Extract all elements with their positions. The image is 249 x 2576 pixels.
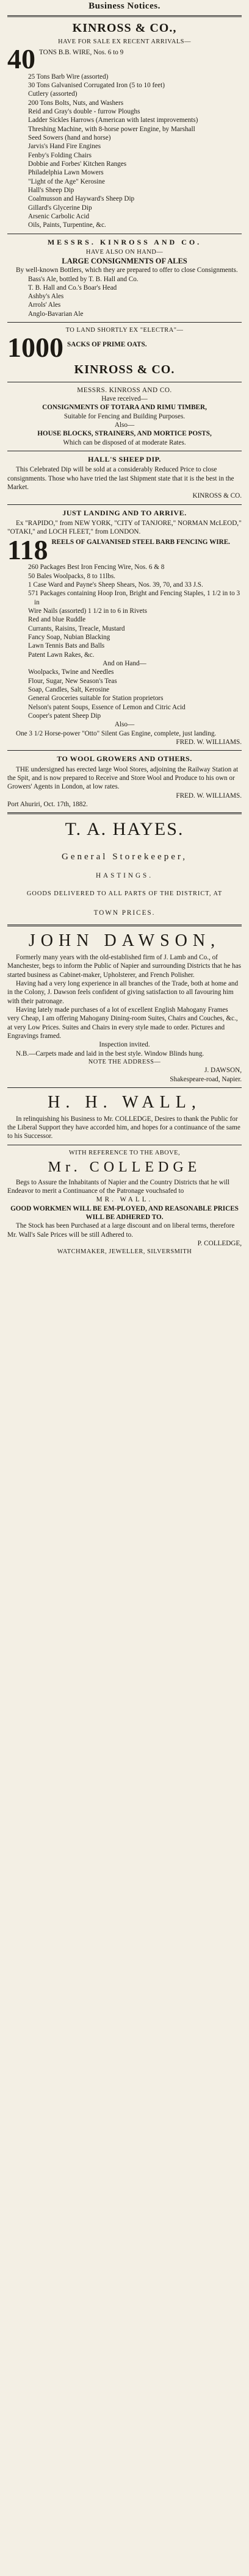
list-item: Seed Sowers (hand and horse) — [28, 134, 111, 141]
ad-heading: HALL'S SHEEP DIP. — [88, 455, 161, 464]
list-item: Arrols' Ales — [28, 301, 61, 309]
list-item: 50 Bales Woolpacks, 8 to 11lbs. — [28, 572, 115, 580]
list-item: Jarvis's Hand Fire Engines — [28, 143, 101, 151]
list-item: T. B. Hall and Co.'s Boar's Head — [28, 284, 117, 292]
lead-number: 40 — [7, 43, 35, 74]
list-item: Red and blue Ruddle — [28, 616, 86, 624]
firm-name: JOHN DAWSON, — [28, 931, 221, 951]
ad-line: Suitable for Fencing and Building Purposes. — [63, 412, 186, 420]
divider — [7, 504, 242, 505]
ad-body: Begs to Assure the Inhabitants of Napier and the Country Districts that he will Endeavor to merit a Continuance of the Patronage vouchsafed to — [7, 1178, 230, 1195]
ad-body: Ex "RAPIDO," from NEW YORK, "CITY of TANJORE," NORMAN McLEOD," "OTAKI," and LOCH FLEET," from LONDON. — [7, 520, 242, 536]
firm-name: T. A. HAYES. — [65, 819, 184, 840]
list-item: 571 Packages containing Hoop Iron, Bright and Fencing Staples, 1 1/2 in to 3 in — [28, 590, 240, 606]
ad-kinross-arrivals — [7, 21, 242, 230]
ad-body: THE undersigned has erected large Wool Stores, adjoining the Railway Station at the Spit, and is now prepared to Receive and Store Wool and Produce to his own or Growers' Agents in London, at low rates. — [7, 765, 239, 791]
ad-line: MR. WALL. — [96, 1196, 153, 1204]
ad-line: Inspection invited. — [99, 1041, 150, 1049]
lead-number: 1000 — [7, 332, 63, 363]
ad-intro: HAVE FOR SALE EX RECENT ARRIVALS— — [58, 38, 191, 45]
ad-trade: WATCHMAKER, JEWELLER, SILVERSMITH — [57, 1248, 192, 1256]
ad-body: This Celebrated Dip will be sold at a considerably Reduced Price to close consignments. Those who have tried the last Shipment state that it is the best in the Market. — [7, 466, 234, 492]
ad-oats — [7, 326, 242, 378]
ad-signature: KINROSS & CO. — [192, 492, 242, 500]
list-item: Woolpacks, Twine and Needles — [28, 668, 114, 676]
list-item: Ashby's Ales — [28, 293, 64, 301]
ad-body: Formerly many years with the old-established firm of J. Lamb and Co., of Manchester, begs to inform the Public of Napier and surrounding Districts that he has started business as Cabinet-maker, Upholsterer, and French Polisher. — [7, 954, 241, 979]
list-item: Oils, Paints, Turpentine, &c. — [28, 221, 106, 229]
ad-address: Shakespeare-road, Napier. — [170, 1075, 242, 1083]
ad-body: In relinquishing his Business to Mr. COLLEDGE, Desires to thank the Public for the Liberal Support they have accorded him, and hopes for a continuance of the same to his Successor. — [7, 1115, 240, 1140]
ad-heading: JUST LANDING AND TO ARRIVE. — [62, 508, 187, 517]
divider — [7, 1087, 242, 1088]
list-item: 200 Tons Bolts, Nuts, and Washers — [28, 99, 124, 107]
firm-name: KINROSS & CO., — [72, 21, 177, 35]
section-masthead: Business Notices. — [88, 1, 161, 11]
ad-line: GOODS DELIVERED TO ALL PARTS OF THE DISTRICT, AT — [26, 890, 223, 898]
list-item: General Groceries suitable for Station proprietors — [28, 695, 164, 703]
list-item: Lawn Tennis Bats and Balls — [28, 642, 105, 650]
ad-line: Which can be disposed of at moderate Rates. — [63, 438, 186, 446]
list-item: Soap, Candles, Salt, Kerosine — [28, 686, 109, 693]
ad-line: CONSIGNMENTS OF TOTARA AND RIMU TIMBER, — [42, 404, 207, 412]
ad-heading: TO WOOL GROWERS AND OTHERS. — [57, 754, 192, 764]
list-item: Philadelphia Lawn Mowers — [28, 169, 104, 177]
list-item: "Light of the Age" Kerosine — [28, 177, 105, 185]
ad-just-landing — [7, 509, 242, 747]
ad-body: Having had a very long experience in all branches of the Trade, both at home and in the Colony, J. Dawson feels confident of giving satisfaction to all favouring him with their patronage. — [7, 980, 239, 1005]
divider — [7, 15, 242, 17]
ad-signature: FRED. W. WILLIAMS. — [176, 738, 242, 746]
ad-heading: MESSRS. KINROSS AND CO. — [47, 237, 202, 246]
firm-name: KINROSS & CO. — [74, 363, 175, 377]
lead-row — [7, 43, 242, 74]
lead-text: REELS OF GALVANISED STEEL BARB FENCING WIRE. — [51, 538, 230, 546]
list-item: Nelson's patent Soups, Essence of Lemon and Citric Acid — [28, 703, 186, 711]
list-item: 25 Tons Barb Wire (assorted) — [28, 73, 109, 80]
ad-wall — [7, 1092, 242, 1141]
list-item: Flour, Sugar, New Season's Teas — [28, 677, 117, 685]
ad-line: WITH REFERENCE TO THE ABOVE, — [68, 1149, 181, 1156]
list-item: 30 Tons Galvanised Corrugated Iron (5 to 10 feet) — [28, 81, 165, 89]
list-item: Coalmusson and Hayward's Sheep Dip — [28, 195, 135, 203]
list-item: Fancy Soap, Nubian Blacking — [28, 634, 110, 642]
ad-line: Also— — [114, 721, 135, 729]
list-item: Fenby's Folding Chairs — [28, 151, 92, 159]
ad-signature: P. COLLEDGE, — [197, 1240, 242, 1248]
lead-text: TONS B.B. WIRE, Nos. 6 to 9 — [39, 48, 124, 56]
ad-body: Having lately made purchases of a lot of excellent English Mahogany Frames very Cheap, I am offering Mahogany Dining-room Suites, Chairs and Couches, &c., at very Low Prices. Suites and Chairs in every style made to order. Pictures and Engravings framed. — [7, 1006, 238, 1040]
lead-row — [7, 534, 242, 565]
list-item: 260 Packages Best Iron Fencing Wire, Nos. 6 & 8 — [28, 564, 165, 571]
ad-signature: J. DAWSON, — [204, 1067, 242, 1075]
ad-title: General Storekeeper, — [62, 851, 187, 862]
list-item: Cutlery (assorted) — [28, 90, 78, 98]
lead-number: 118 — [7, 534, 48, 565]
ad-intro: TO LAND SHORTLY EX "ELECTRA"— — [65, 327, 184, 334]
list-item: Currants, Raisins, Treacle, Mustard — [28, 624, 125, 632]
ad-line: GOOD WORKMEN WILL BE EM-PLOYED, AND REASONABLE PRICES WILL BE ADHERED TO. — [10, 1204, 239, 1222]
lead-text: SACKS OF PRIME OATS. — [67, 341, 147, 349]
ad-line: NOTE THE ADDRESS— — [88, 1059, 161, 1066]
list-item: Threshing Machine, with 8-horse power Engine, by Marshall — [28, 125, 195, 133]
ad-timber — [7, 386, 242, 447]
list-item: Wire Nails (assorted) 1 1/2 in to 6 in Rivets — [28, 607, 147, 615]
newspaper-column — [7, 0, 242, 1256]
list-item: Anglo-Bavarian Ale — [28, 310, 84, 318]
list-item: Reid and Gray's double - furrow Ploughs — [28, 107, 140, 115]
firm-name: H. H. WALL, — [48, 1092, 201, 1112]
ad-line: TOWN PRICES. — [93, 909, 156, 917]
ad-line: HAVE ALSO ON HAND— — [85, 248, 164, 256]
list-item: Ladder Sickles Harrows (American with latest improvements) — [28, 116, 198, 124]
list-item: Bass's Ale, bottled by T. B. Hall and Co. — [28, 275, 139, 283]
list-item: Gillard's Glycerine Dip — [28, 204, 92, 212]
ad-dateline: Port Ahuriri, Oct. 17th, 1882. — [7, 800, 88, 808]
item-list — [7, 73, 242, 230]
ad-line: N.B.—Carpets made and laid in the best style. Window Blinds hung. — [16, 1050, 204, 1057]
divider — [7, 925, 242, 926]
ad-hayes — [7, 818, 242, 921]
divider — [7, 322, 242, 323]
list-item: Arsenic Carbolic Acid — [28, 212, 90, 220]
ad-line: Also— — [114, 421, 135, 429]
divider — [7, 750, 242, 751]
ad-kinross-ales — [7, 238, 242, 319]
ad-dawson — [7, 930, 242, 1084]
ad-line: LARGE CONSIGNMENTS OF ALES — [62, 257, 187, 266]
ad-line: Have received— — [101, 395, 148, 403]
ad-wool-growers — [7, 754, 242, 809]
lead-row — [7, 334, 242, 361]
ad-line: By well-known Bottlers, which they are prepared to offer to close Consignments. — [16, 267, 238, 274]
list-item: 1 Case Ward and Payne's Sheep Shears, Nos. 39, 70, and 33 J.S. — [28, 581, 203, 589]
list-item: Cooper's patent Sheep Dip — [28, 712, 101, 720]
list-item: Hall's Sheep Dip — [28, 186, 74, 194]
ad-place: HASTINGS. — [95, 871, 154, 879]
ad-line: HOUSE BLOCKS, STRAINERS, AND MORTICE POSTS, — [37, 430, 212, 438]
ad-body: The Stock has been Purchased at a large discount and on liberal terms, therefore Mr. Wall's Sale Prices will be still Adhered to. — [7, 1222, 235, 1239]
divider — [7, 812, 242, 814]
list-item: Patent Lawn Rakes, &c. — [28, 651, 95, 659]
ad-signature: FRED. W. WILLIAMS. — [176, 792, 242, 800]
ad-subheading: And on Hand— — [103, 660, 146, 668]
ad-sheep-dip — [7, 455, 242, 501]
ad-line: MESSRS. KINROSS AND CO. — [77, 386, 172, 394]
list-item: Dobbie and Forbes' Kitchen Ranges — [28, 160, 127, 168]
firm-name: Mr. COLLEDGE — [48, 1159, 201, 1176]
ad-line: One 3 1/2 Horse-power "Otto" Silent Gas Engine, complete, just landing. — [16, 729, 217, 737]
ad-colledge — [7, 1149, 242, 1256]
